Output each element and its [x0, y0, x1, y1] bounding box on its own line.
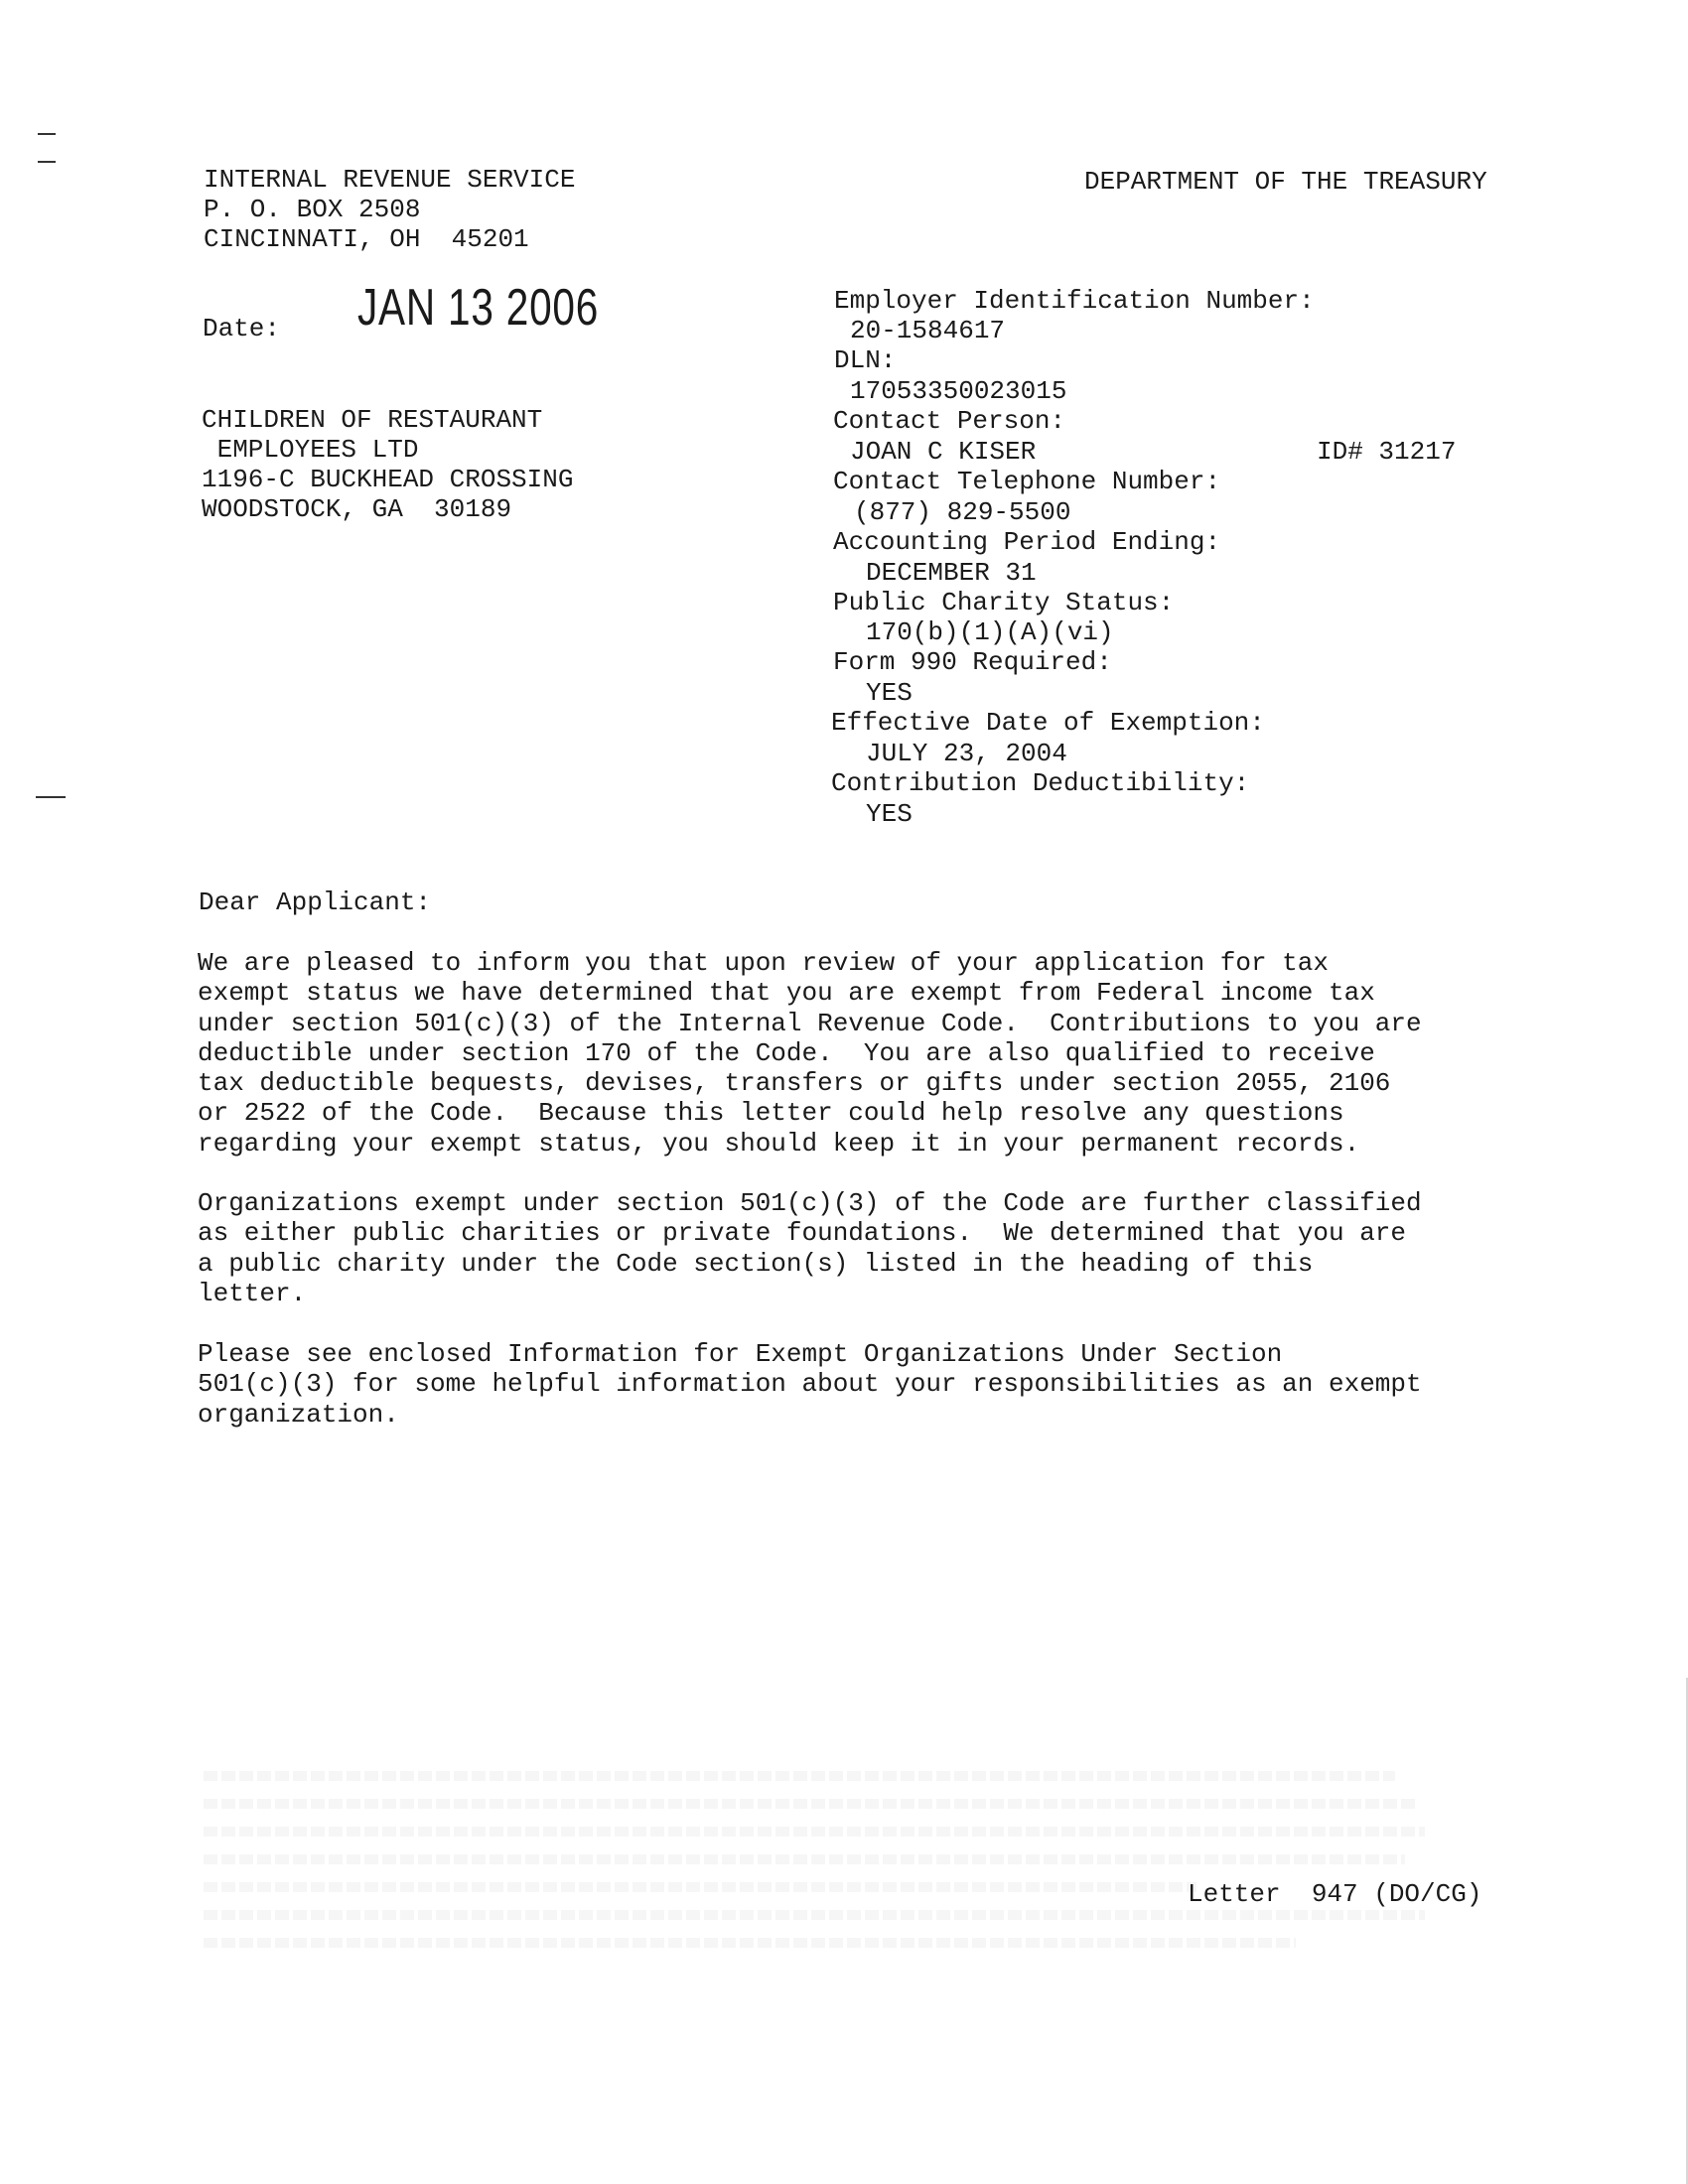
ein-value: 20-1584617 — [850, 316, 1006, 345]
salutation: Dear Applicant: — [199, 887, 432, 917]
margin-mark-top-1 — [38, 133, 56, 135]
recipient-line-2: EMPLOYEES LTD — [202, 435, 419, 465]
effective-label: Effective Date of Exemption: — [831, 708, 1265, 738]
form-label: Form 990 Required: — [833, 647, 1112, 677]
bleed-through-line-2 — [204, 1799, 1415, 1809]
letter-form-id: Letter 947 (DO/CG) — [1188, 1879, 1482, 1909]
date-label: Date: — [203, 314, 281, 343]
deduct-value: YES — [866, 799, 913, 829]
dln-value: 17053350023015 — [850, 376, 1067, 406]
charity-value: 170(b)(1)(A)(vi) — [866, 617, 1114, 647]
phone-value: (877) 829-5500 — [854, 497, 1071, 527]
recipient-line-4: WOODSTOCK, GA 30189 — [202, 494, 512, 524]
deduct-label: Contribution Deductibility: — [831, 768, 1250, 798]
sender-line-2: P. O. BOX 2508 — [204, 195, 421, 224]
bleed-through-line-4 — [204, 1854, 1405, 1864]
dln-label: DLN: — [834, 345, 897, 375]
margin-mark-fold — [36, 796, 66, 798]
department-heading: DEPARTMENT OF THE TREASURY — [1084, 167, 1487, 197]
date-stamp: JAN 13 2006 — [357, 279, 600, 337]
charity-label: Public Charity Status: — [833, 588, 1175, 617]
contact-value: JOAN C KISER — [850, 437, 1037, 467]
bleed-through-line-1 — [204, 1771, 1395, 1781]
contact-label: Contact Person: — [833, 406, 1066, 436]
bleed-through-line-5 — [204, 1882, 1196, 1892]
ein-label: Employer Identification Number: — [834, 286, 1315, 316]
body-paragraph-3: Please see enclosed Information for Exempt Organizations Under Section 501(c)(3) for some helpful information about your responsibilities as an exempt organization. — [198, 1339, 1422, 1430]
form-value: YES — [866, 678, 913, 708]
sender-line-3: CINCINNATI, OH 45201 — [204, 224, 529, 254]
recipient-line-3: 1196-C BUCKHEAD CROSSING — [202, 465, 574, 494]
sender-line-1: INTERNAL REVENUE SERVICE — [204, 165, 576, 195]
bleed-through-line-6 — [204, 1910, 1425, 1920]
body-paragraph-2: Organizations exempt under section 501(c)(3) of the Code are further classified as either public charities or private foundations. We determined that you are a public charity under the Code section(s) listed in the heading of this letter. — [198, 1188, 1422, 1308]
contact-id: ID# 31217 — [1317, 437, 1457, 467]
bleed-through-line-7 — [204, 1938, 1296, 1948]
margin-mark-top-2 — [38, 161, 56, 163]
phone-label: Contact Telephone Number: — [833, 467, 1221, 496]
bleed-through-line-3 — [204, 1827, 1425, 1837]
effective-value: JULY 23, 2004 — [866, 739, 1067, 768]
period-value: DECEMBER 31 — [866, 558, 1037, 588]
period-label: Accounting Period Ending: — [833, 527, 1221, 557]
recipient-line-1: CHILDREN OF RESTAURANT — [202, 405, 543, 435]
body-paragraph-1: We are pleased to inform you that upon review of your application for tax exempt status we have determined that you are exempt from Federal income tax under section 501(c)(3) of the Internal Revenue Code. Contributions to you are deductible under section 170 of the Code. You are also qualified to receive tax deductible bequests, devises, transfers or gifts under section 2055, 2106 or 2522 of the Code. Because this letter could help resolve any questions regarding your exempt status, you should keep it in your permanent records. — [198, 948, 1422, 1159]
